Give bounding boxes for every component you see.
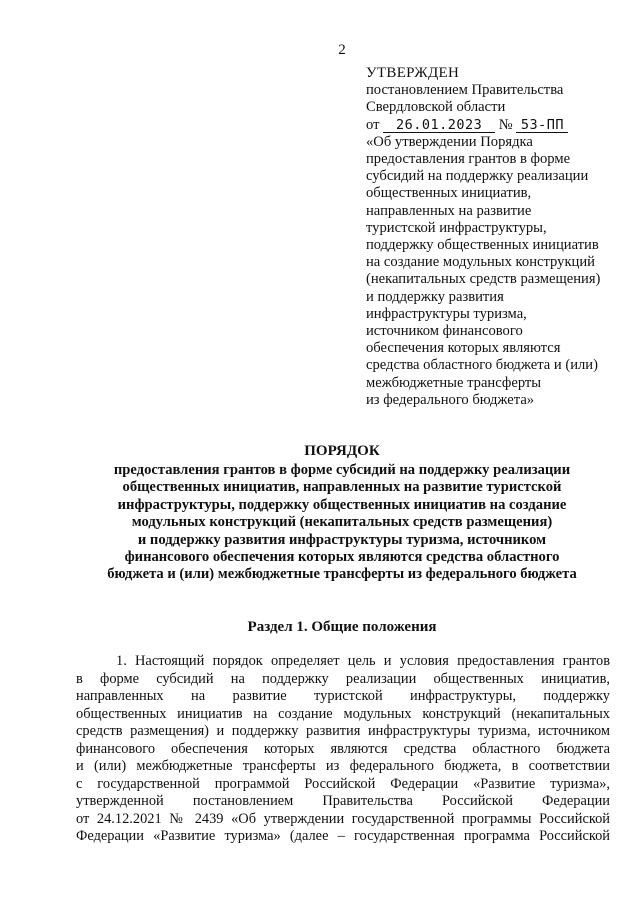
decree-title-line: (некапитальных средств размещения): [366, 271, 601, 288]
section-paragraph: [76, 653, 610, 846]
paragraph-line: финансового обеспечения которых являются средства областного бюджета: [76, 740, 610, 757]
approval-line: Свердловской области: [366, 99, 506, 116]
decree-title-line: на создание модульных конструкций: [366, 254, 595, 271]
paragraph-line: направленных на развитие туристской инфраструктуры, поддержку: [76, 688, 610, 705]
page-number: 2: [338, 42, 346, 58]
decree-title-line: из федерального бюджета»: [366, 391, 535, 408]
decree-title-line: источником финансового: [366, 323, 523, 340]
paragraph-line: 1. Настоящий порядок определяет цель и условия предоставления грантов: [116, 653, 610, 669]
approval-title: УТВЕРЖДЕН: [366, 65, 460, 81]
date-prefix: от: [366, 116, 380, 133]
order-title: ПОРЯДОК: [304, 443, 380, 459]
decree-title-line: инфраструктуры туризма,: [366, 305, 527, 322]
order-subtitle-line: финансового обеспечения которых являются средства областного: [124, 549, 560, 566]
decree-title-line: межбюджетные трансферты: [366, 374, 542, 391]
order-subtitle-line: модульных конструкций (некапитальных средств размещения): [131, 514, 553, 531]
decree-title-line: туристской инфраструктуры,: [366, 219, 547, 236]
paragraph-line: в форме субсидий на поддержку реализации общественных инициатив,: [76, 670, 610, 687]
approval-stamp: [366, 65, 628, 409]
decree-title-line: «Об утверждении Порядка: [366, 133, 533, 150]
paragraph-line: общественных инициатив на создание модульных конструкций (некапитальных: [76, 705, 610, 722]
paragraph-line: утвержденной постановлением Правительства Российской Федерации: [76, 793, 610, 810]
order-subtitle-line: инфраструктуры, поддержку общественных инициатив на создание: [117, 496, 567, 513]
number-prefix: №: [498, 116, 513, 133]
order-subtitle-line: общественных инициатив, направленных на развитие туристской: [122, 479, 562, 496]
paragraph-line: и (или) межбюджетные трансферты из федерального бюджета, в соответствии: [76, 758, 610, 775]
decree-title-line: поддержку общественных инициатив: [366, 237, 599, 254]
decree-title-line: направленных на развитие: [366, 202, 532, 219]
decree-title-line: субсидий на поддержку реализации: [366, 168, 589, 185]
section-heading: Раздел 1. Общие положения: [247, 619, 437, 635]
decree-title-line: общественных инициатив,: [366, 185, 532, 202]
paragraph-line: Федерации «Развитие туризма» (далее – государственная программа Российской: [76, 828, 610, 845]
paragraph-line: с государственной программой Российской Федерации «Развитие туризма»,: [76, 775, 610, 792]
order-subtitle-line: предоставления грантов в форме субсидий на поддержку реализации: [113, 462, 571, 478]
paragraph-line: средств размещения) и поддержку развития инфраструктуры туризма, источником: [76, 723, 610, 740]
decree-title-line: средства областного бюджета и (или): [366, 357, 598, 374]
order-subtitle-line: бюджета и (или) межбюджетные трансферты из федерального бюджета: [107, 566, 577, 583]
decree-number: 53-ПП: [516, 118, 568, 133]
decree-title-line: предоставления грантов в форме: [366, 151, 571, 168]
order-subtitle: [60, 462, 624, 584]
decree-date: 26.01.2023: [383, 118, 495, 133]
paragraph-line: от 24.12.2021 № 2439 «Об утверждении государственной программы Российской: [76, 810, 610, 827]
decree-date-number: [366, 117, 628, 134]
decree-title-line: и поддержку развития: [366, 288, 504, 305]
order-subtitle-line: и поддержку развития инфраструктуры туризма, источником: [137, 531, 547, 548]
decree-title-line: обеспечения которых являются: [366, 340, 561, 357]
approval-line: постановлением Правительства: [366, 82, 564, 99]
